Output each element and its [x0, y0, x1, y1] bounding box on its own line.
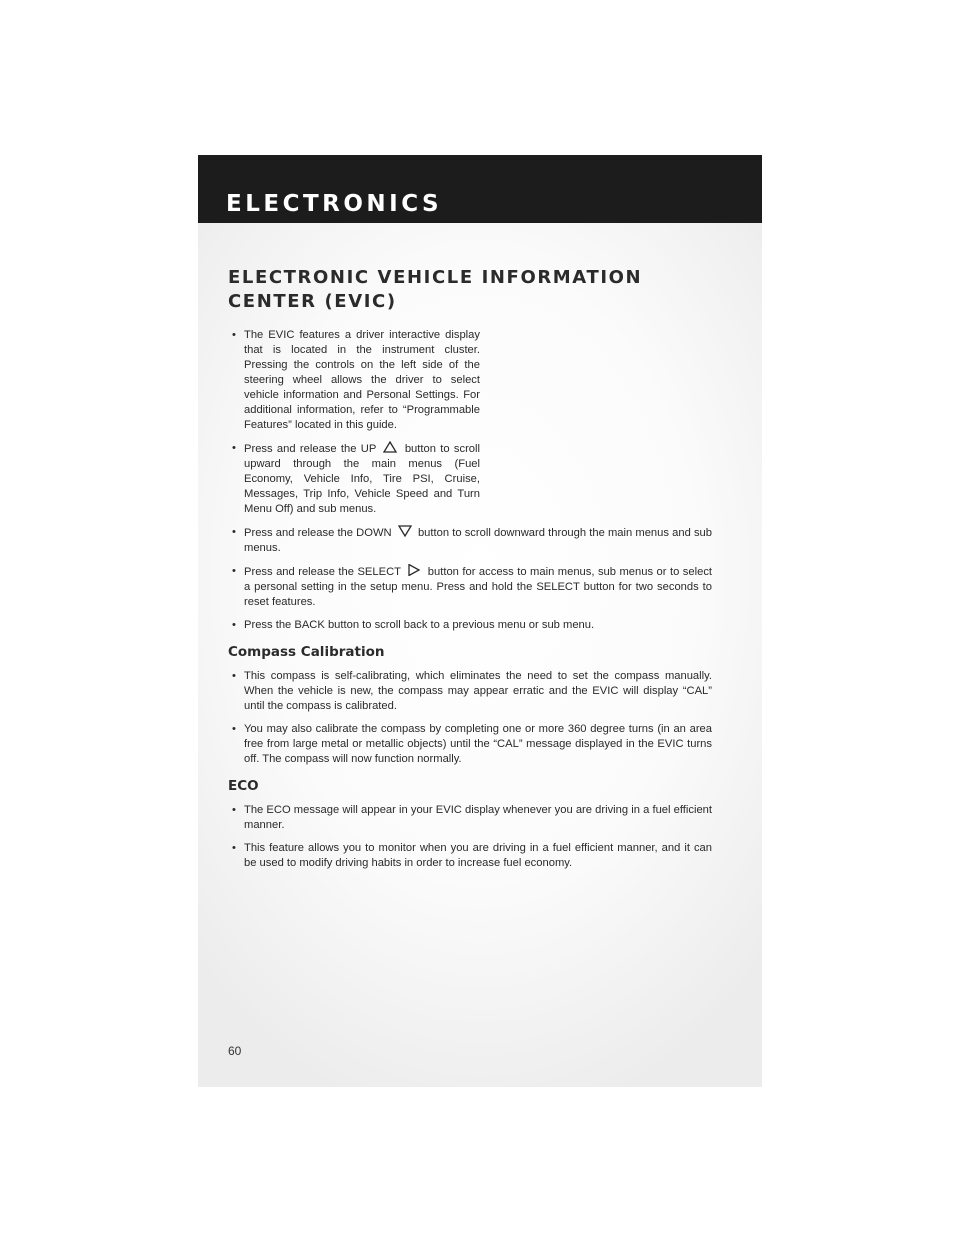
- section-title: [228, 266, 712, 314]
- header-bar: [198, 155, 762, 223]
- list-item: • Press and release the DOWN button to scroll downward through the main menus and sub menus.: [228, 525, 712, 556]
- up-triangle-icon: [383, 441, 397, 453]
- page-number: 60: [228, 1044, 242, 1058]
- list-item: • This compass is self-calibrating, which eliminates the need to set the compass manually. When the vehicle is new, the compass may appear erratic and the EVIC will display “CAL” until the compass is calibrated.: [228, 669, 712, 714]
- list-item: • The ECO message will appear in your EVIC display whenever you are driving in a fuel efficient manner.: [228, 803, 712, 833]
- evic-bullet-list: [228, 328, 712, 633]
- list-item: • You may also calibrate the compass by completing one or more 360 degree turns (in an area free from large metal or metallic objects) until the “CAL” message displayed in the EVIC turns off. The compass will now function normally.: [228, 722, 712, 767]
- section-title-line2: CENTER (EVIC): [228, 291, 397, 312]
- right-triangle-icon: [407, 564, 421, 576]
- list-item: • Press the BACK button to scroll back to a previous menu or sub menu.: [228, 618, 712, 633]
- list-item: • The EVIC features a driver interactive display that is located in the instrument cluster. Pressing the controls on the left side of the steering wheel allows the driver to select vehicle information and Personal Settings. For additional information, refer to “Programmable Features” located in this guide.: [228, 328, 480, 433]
- page-content: [228, 266, 712, 879]
- eco-heading: ECO: [228, 778, 259, 794]
- list-item: • This feature allows you to monitor when you are driving in a fuel efficient manner, and it can be used to modify driving habits in order to increase fuel economy.: [228, 841, 712, 871]
- list-item: • Press and release the SELECT button for access to main menus, sub menus or to select a personal setting in the setup menu. Press and hold the SELECT button for two seconds to reset features.: [228, 564, 712, 610]
- header-title: ELECTRONICS: [226, 191, 443, 217]
- compass-heading: Compass Calibration: [228, 644, 385, 660]
- compass-bullet-list: [228, 669, 712, 767]
- section-title-line1: ELECTRONIC VEHICLE INFORMATION: [228, 267, 643, 288]
- down-triangle-icon: [398, 525, 412, 537]
- eco-bullet-list: [228, 803, 712, 871]
- list-item: • Press and release the UP button to scroll upward through the main menus (Fuel Economy, Vehicle Info, Tire PSI, Cruise, Messages, Trip Info, Vehicle Speed and Turn Menu Off) and sub menus.: [228, 441, 480, 517]
